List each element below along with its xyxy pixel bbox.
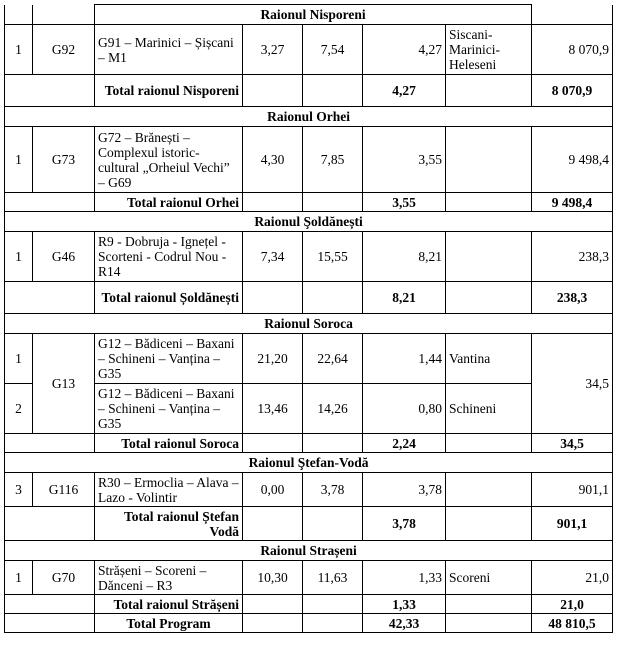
cost-value: 238,3: [532, 232, 613, 282]
district-total-label: Total raionul Ștefan Vodă: [95, 507, 243, 541]
km-start: 4,30: [243, 127, 303, 193]
district-total-label: Total raionul Orhei: [95, 193, 243, 212]
blank-cell: [243, 75, 303, 107]
blank-cell: [303, 507, 363, 541]
blank-cell: [5, 193, 95, 212]
blank-cell: [532, 5, 613, 25]
blank-cell: [446, 507, 532, 541]
road-code: G92: [33, 25, 95, 75]
district-total-cost: 901,1: [532, 507, 613, 541]
district-total-length: 3,55: [363, 193, 446, 212]
district-total-label: Total raionul Șoldănești: [95, 282, 243, 314]
blank-cell: [243, 595, 303, 614]
blank-cell: [303, 75, 363, 107]
km-end: 14,26: [303, 384, 363, 434]
district-total-length: 1,33: [363, 595, 446, 614]
blank-cell: [303, 614, 363, 633]
km-end: 7,85: [303, 127, 363, 193]
blank-cell: [446, 193, 532, 212]
district-total-cost: 34,5: [532, 434, 613, 453]
cost-value: 9 498,4: [532, 127, 613, 193]
district-total-length: 4,27: [363, 75, 446, 107]
blank-cell: [303, 595, 363, 614]
district-total-cost: 238,3: [532, 282, 613, 314]
km-end: 11,63: [303, 561, 363, 595]
section-header: Raionul Orhei: [5, 107, 613, 127]
row-number: 2: [5, 384, 33, 434]
route-description: R30 – Ermoclia – Alava – Lazo - Volintir: [95, 473, 243, 507]
segment-length: 1,33: [363, 561, 446, 595]
route-description: G72 – Brănești – Complexul istoric-cultural „Orheiul Vechi” – G69: [95, 127, 243, 193]
section-header: Raionul Soroca: [5, 314, 613, 334]
blank-cell: [243, 614, 303, 633]
row-number: 1: [5, 127, 33, 193]
route-description: G12 – Bădiceni – Baxani – Schineni – Vanțina – G35: [95, 334, 243, 384]
blank-cell: [243, 434, 303, 453]
km-end: 15,55: [303, 232, 363, 282]
km-start: 13,46: [243, 384, 303, 434]
blank-cell: [446, 282, 532, 314]
blank-cell: [303, 434, 363, 453]
road-code: G116: [33, 473, 95, 507]
program-total-label: Total Program: [95, 614, 243, 633]
district-total-label: Total raionul Strășeni: [95, 595, 243, 614]
route-description: G91 – Marinici – Șișcani – M1: [95, 25, 243, 75]
km-start: 7,34: [243, 232, 303, 282]
km-start: 21,20: [243, 334, 303, 384]
km-start: 10,30: [243, 561, 303, 595]
route-description: Strășeni – Scoreni – Dănceni – R3: [95, 561, 243, 595]
section-header: Raionul Şoldănești: [5, 212, 613, 232]
blank-cell: [303, 193, 363, 212]
blank-cell: [446, 75, 532, 107]
cost-value: 8 070,9: [532, 25, 613, 75]
blank-cell: [5, 5, 33, 25]
locality: [446, 127, 532, 193]
segment-length: 3,78: [363, 473, 446, 507]
blank-cell: [243, 193, 303, 212]
district-total-label: Total raionul Soroca: [95, 434, 243, 453]
road-code: G46: [33, 232, 95, 282]
district-total-cost: 9 498,4: [532, 193, 613, 212]
km-start: 3,27: [243, 25, 303, 75]
locality: Siscani-Marinici-Heleseni: [446, 25, 532, 75]
blank-cell: [446, 595, 532, 614]
program-total-cost: 48 810,5: [532, 614, 613, 633]
section-header: Raionul Strașeni: [5, 541, 613, 561]
route-description: G12 – Bădiceni – Baxani – Schineni – Vanțina – G35: [95, 384, 243, 434]
locality: [446, 232, 532, 282]
row-number: 1: [5, 561, 33, 595]
blank-cell: [5, 614, 95, 633]
district-total-cost: 21,0: [532, 595, 613, 614]
blank-cell: [303, 282, 363, 314]
locality: Scoreni: [446, 561, 532, 595]
section-header: Raionul Ştefan-Vodă: [5, 453, 613, 473]
route-description: R9 - Dobruja - Ignețel - Scorteni - Codrul Nou - R14: [95, 232, 243, 282]
locality: Schineni: [446, 384, 532, 434]
blank-cell: [446, 434, 532, 453]
district-total-length: 8,21: [363, 282, 446, 314]
row-number: 1: [5, 334, 33, 384]
row-number: 1: [5, 232, 33, 282]
district-total-length: 3,78: [363, 507, 446, 541]
locality: [446, 473, 532, 507]
blank-cell: [446, 614, 532, 633]
blank-cell: [5, 507, 95, 541]
cost-value: 21,0: [532, 561, 613, 595]
blank-cell: [33, 5, 95, 25]
blank-cell: [5, 434, 95, 453]
cost-value: 901,1: [532, 473, 613, 507]
km-end: 7,54: [303, 25, 363, 75]
segment-length: 0,80: [363, 384, 446, 434]
program-total-length: 42,33: [363, 614, 446, 633]
segment-length: 4,27: [363, 25, 446, 75]
segment-length: 8,21: [363, 232, 446, 282]
district-total-length: 2,24: [363, 434, 446, 453]
blank-cell: [5, 282, 95, 314]
row-number: 1: [5, 25, 33, 75]
km-end: 22,64: [303, 334, 363, 384]
segment-length: 1,44: [363, 334, 446, 384]
blank-cell: [5, 595, 95, 614]
roads-program-table: [4, 4, 613, 633]
road-code: G70: [33, 561, 95, 595]
locality: Vantina: [446, 334, 532, 384]
cost-value: 34,5: [532, 334, 613, 434]
district-total-label: Total raionul Nisporeni: [95, 75, 243, 107]
segment-length: 3,55: [363, 127, 446, 193]
blank-cell: [5, 75, 95, 107]
district-total-cost: 8 070,9: [532, 75, 613, 107]
section-header: Raionul Nisporeni: [95, 5, 532, 25]
road-code: G73: [33, 127, 95, 193]
km-end: 3,78: [303, 473, 363, 507]
blank-cell: [243, 282, 303, 314]
road-code: G13: [33, 334, 95, 434]
row-number: 3: [5, 473, 33, 507]
blank-cell: [243, 507, 303, 541]
km-start: 0,00: [243, 473, 303, 507]
